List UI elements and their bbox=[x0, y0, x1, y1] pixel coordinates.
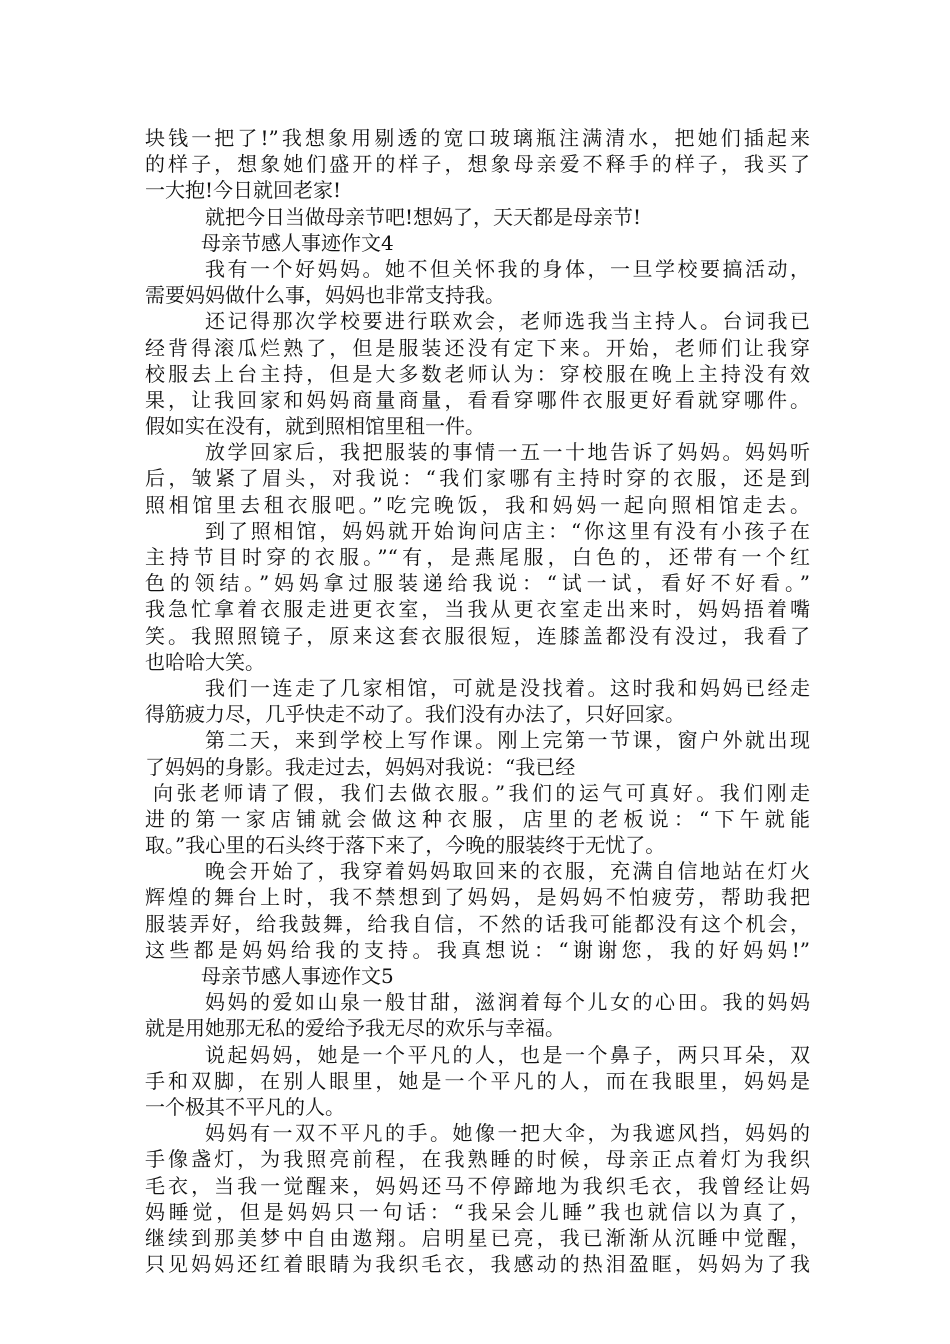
text-line: 到了照相馆，妈妈就开始询问店主：“你这里有没有小孩子在 bbox=[205, 518, 810, 543]
text-line: 取。”我心里的石头终于落下来了，今晚的服装终于无忧了。 bbox=[145, 833, 666, 858]
text-line: 妈睡觉，但是妈妈只一句话：“我呆会儿睡”我也就信以为真了， bbox=[145, 1199, 810, 1224]
text-line: 就是用她那无私的爱给予我无尽的欢乐与幸福。 bbox=[145, 1016, 565, 1041]
text-line: 假如实在没有，就到照相馆里租一件。 bbox=[145, 414, 485, 439]
text-line: 我们一连走了几家相馆，可就是没找着。这时我和妈妈已经走 bbox=[205, 675, 810, 700]
text-line: 第二天，来到学校上写作课。刚上完第一节课，窗户外就出现 bbox=[205, 728, 810, 753]
text-line: 块钱一把了!”我想象用剔透的宽口玻璃瓶注满清水，把她们插起来 bbox=[145, 126, 810, 150]
section-heading: 母亲节感人事迹作文5 bbox=[201, 964, 394, 988]
text-line: 晚会开始了，我穿着妈妈取回来的衣服，充满自信地站在灯火 bbox=[205, 859, 810, 884]
section-heading: 母亲节感人事迹作文4 bbox=[201, 230, 394, 255]
text-line: 辉煌的舞台上时，我不禁想到了妈妈，是妈妈不怕疲劳，帮助我把 bbox=[145, 885, 810, 910]
text-line: 主持节目时穿的衣服。”“有，是燕尾服，白色的，还带有一个红 bbox=[145, 545, 810, 569]
text-line: 继续到那美梦中自由遨翔。启明星已亮，我已渐渐从沉睡中觉醒， bbox=[145, 1225, 810, 1250]
text-line: 需要妈妈做什么事，妈妈也非常支持我。 bbox=[145, 283, 505, 308]
text-line: 进的第一家店铺就会做这种衣服，店里的老板说：“下午就能 bbox=[145, 806, 810, 831]
text-line: 服装弄好，给我鼓舞，给我自信，不然的话我可能都没有这个机会， bbox=[145, 911, 810, 936]
text-line: 笑。我照照镜子，原来这套衣服很短，连膝盖都没有没过，我看了 bbox=[145, 623, 810, 648]
text-line: 我有一个好妈妈。她不但关怀我的身体，一旦学校要搞活动， bbox=[205, 256, 810, 281]
text-line: 我急忙拿着衣服走进更衣室，当我从更衣室走出来时，妈妈捂着嘴 bbox=[145, 597, 810, 622]
text-line: 经背得滚瓜烂熟了，但是服装还没有定下来。开始，老师们让我穿 bbox=[145, 335, 810, 360]
text-line: 向张老师请了假，我们去做衣服。”我们的运气可真好。我们刚走 bbox=[153, 780, 810, 805]
text-line: 手和双脚，在别人眼里，她是一个平凡的人，而在我眼里，妈妈是 bbox=[145, 1068, 810, 1093]
text-line: 也哈哈大笑。 bbox=[145, 649, 265, 674]
text-line: 只见妈妈还红着眼睛为我织毛衣，我感动的热泪盈眶，妈妈为了我 bbox=[145, 1252, 810, 1277]
text-line: 的样子，想象她们盛开的样子，想象母亲爱不释手的样子，我买了 bbox=[145, 152, 810, 177]
text-line: 果，让我回家和妈妈商量商量，看看穿哪件衣服更好看就穿哪件。 bbox=[145, 387, 810, 412]
text-line: 了妈妈的身影。我走过去，妈妈对我说：“我已经 bbox=[145, 754, 576, 779]
text-line: 得筋疲力尽，几乎快走不动了。我们没有办法了，只好回家。 bbox=[145, 702, 685, 727]
text-line: 说起妈妈，她是一个平凡的人，也是一个鼻子，两只耳朵，双 bbox=[205, 1042, 810, 1067]
text-line: 一大抱!今日就回老家! bbox=[145, 178, 342, 203]
text-line: 后，皱紧了眉头，对我说：“我们家哪有主持时穿的衣服，还是到 bbox=[145, 466, 810, 491]
text-line: 妈妈有一双不平凡的手。她像一把大伞，为我遮风挡，妈妈的 bbox=[205, 1121, 810, 1146]
text-line: 放学回家后，我把服装的事情一五一十地告诉了妈妈。妈妈听 bbox=[205, 440, 810, 465]
essay-text bbox=[145, 125, 810, 1277]
text-line: 照相馆里去租衣服吧。”吃完晚饭，我和妈妈一起向照相馆走去。 bbox=[145, 492, 810, 517]
text-line: 手像盏灯，为我照亮前程，在我熟睡的时候，母亲正点着灯为我织 bbox=[145, 1147, 810, 1172]
text-line: 还记得那次学校要进行联欢会，老师选我当主持人。台词我已 bbox=[205, 309, 810, 334]
text-line: 就把今日当做母亲节吧!想妈了，天天都是母亲节! bbox=[205, 204, 642, 229]
text-line: 校服去上台主持，但是大多数老师认为：穿校服在晚上主持没有效 bbox=[145, 361, 810, 386]
text-line: 色的领结。”妈妈拿过服装递给我说：“试一试，看好不好看。” bbox=[145, 571, 810, 596]
text-line: 妈妈的爱如山泉一般甘甜，滋润着每个儿女的心田。我的妈妈 bbox=[205, 990, 810, 1015]
text-line: 毛衣，当我一觉醒来，妈妈还马不停蹄地为我织毛衣，我曾经让妈 bbox=[145, 1173, 810, 1198]
text-line: 一个极其不平凡的人。 bbox=[145, 1094, 345, 1119]
text-line: 这些都是妈妈给我的支持。我真想说：“谢谢您，我的好妈妈!” bbox=[145, 937, 810, 962]
